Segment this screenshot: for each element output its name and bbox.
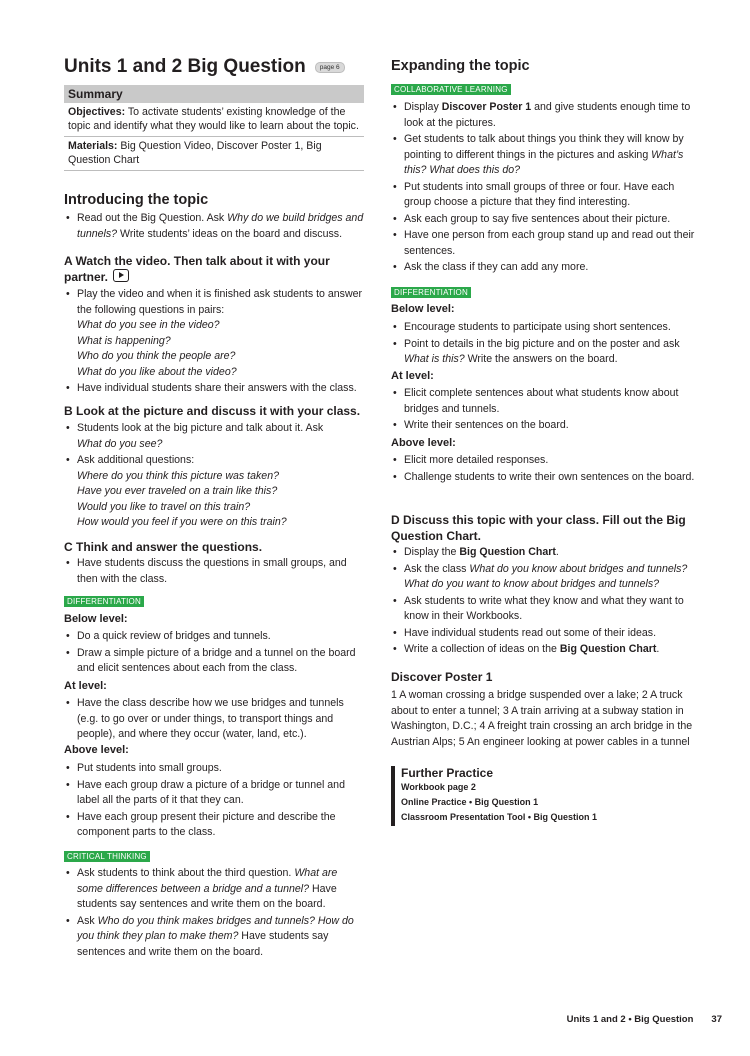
section-a-heading bbox=[64, 253, 364, 285]
list-item: • Have students discuss the questions in small groups, and then with the class. bbox=[64, 556, 364, 587]
list-item: • Have individual students share their answers with the class. bbox=[64, 381, 364, 397]
list-item bbox=[64, 914, 364, 961]
question-text: What is this? bbox=[404, 353, 465, 365]
differentiation-tag: DIFFERENTIATION bbox=[64, 596, 144, 607]
critical-thinking-tag: CRITICAL THINKING bbox=[64, 851, 150, 862]
presentation-tool-link[interactable]: Classroom Presentation Tool • Big Question 1 bbox=[401, 812, 598, 822]
section-a-list bbox=[64, 287, 364, 398]
list-item bbox=[391, 132, 696, 179]
above-level-label-right: Above level: bbox=[391, 437, 456, 449]
question-text: What do you see in the video? bbox=[77, 319, 220, 331]
question-text: What’s this? What does this do? bbox=[404, 148, 684, 176]
text: . bbox=[555, 546, 559, 558]
text: Ask additional questions: bbox=[77, 454, 195, 466]
text: Write students’ ideas on the board and discuss. bbox=[117, 227, 343, 240]
bold-text: Big Question Chart bbox=[559, 643, 657, 655]
introducing-list bbox=[64, 211, 364, 243]
list-item bbox=[391, 562, 696, 593]
list-item: • Encourage students to participate using short sentences. bbox=[391, 320, 696, 336]
list-item: • Ask the class if they can add any more. bbox=[391, 260, 696, 276]
list-item: • Have each group draw a picture of a bridge or tunnel and label all the parts of it that they can. bbox=[64, 778, 364, 809]
question-text: Why do we build bridges and tunnels? bbox=[77, 212, 364, 240]
question-text: Who do you think the people are? bbox=[77, 350, 236, 362]
introducing-heading: Introducing the topic bbox=[64, 192, 209, 208]
list-item bbox=[64, 866, 364, 913]
list-item bbox=[391, 545, 696, 561]
question-text: What is happening? bbox=[77, 334, 171, 347]
text: and give students enough time to look at the pictures. bbox=[404, 101, 691, 129]
text: . bbox=[656, 643, 660, 655]
section-c-heading: C Think and answer the questions. bbox=[64, 540, 263, 554]
list-item: • Have each group present their picture and describe the component parts to the class. bbox=[64, 810, 364, 841]
list-item bbox=[391, 337, 696, 368]
below-level-list bbox=[64, 629, 364, 678]
text: Have students say sentences and write them on the board. bbox=[77, 882, 337, 910]
title-row bbox=[64, 56, 345, 78]
list-item: • Ask each group to say five sentences about their picture. bbox=[391, 212, 696, 228]
at-level-label-right: At level: bbox=[391, 370, 434, 382]
materials-text: Big Question Video, Discover Poster 1, Big Question Chart bbox=[68, 140, 322, 166]
below-level-label: Below level: bbox=[64, 613, 128, 625]
list-item bbox=[64, 287, 364, 380]
poster-description: 1 A woman crossing a bridge suspended over a lake; 2 A truck about to enter a tunnel; 3 A train arriving at a subway station in Washington, D.C.; 4 A freight train crossing an arch bridge in the Austrian Alps; 5 An engineer looking at power cables in a tunnel bbox=[391, 689, 693, 748]
workbook-link[interactable]: Workbook page 2 bbox=[401, 782, 476, 792]
question-text: Have you ever traveled on a train like this? bbox=[77, 485, 278, 497]
further-practice-title: Further Practice bbox=[401, 766, 494, 780]
above-level-label: Above level: bbox=[64, 744, 129, 756]
differentiation-tag-right: DIFFERENTIATION bbox=[391, 287, 471, 298]
objectives-label: Objectives: bbox=[68, 106, 126, 118]
summary-objectives bbox=[64, 103, 364, 137]
bold-text: Big Question Chart bbox=[459, 546, 556, 558]
question-text: What do you know about bridges and tunnels? What do you want to know about bridges and tunnels? bbox=[404, 562, 688, 590]
list-item: • Write their sentences on the board. bbox=[391, 418, 696, 434]
text: Ask bbox=[77, 914, 98, 927]
text: Display bbox=[404, 101, 442, 113]
below-level-label-right: Below level: bbox=[391, 303, 455, 315]
video-play-icon[interactable] bbox=[113, 269, 129, 282]
footer-label: Units 1 and 2 • Big Question bbox=[566, 1014, 694, 1025]
page-number: 37 bbox=[711, 1014, 722, 1025]
text: Ask students to think about the third question. bbox=[77, 867, 295, 879]
list-item: • Have individual students read out some of their ideas. bbox=[391, 626, 696, 642]
materials-label: Materials: bbox=[68, 140, 118, 152]
at-level-list-right bbox=[391, 386, 696, 435]
expanding-heading: Expanding the topic bbox=[391, 58, 530, 74]
text: Ask the class bbox=[404, 562, 470, 575]
list-item bbox=[64, 421, 364, 452]
list-item bbox=[64, 211, 364, 242]
text: Have students say sentences and write them on the board. bbox=[77, 930, 329, 958]
below-level-list-right bbox=[391, 320, 696, 369]
text: Get students to talk about things you think they will know by pointing to different things in the pictures and asking bbox=[404, 133, 684, 161]
list-item bbox=[391, 100, 696, 131]
bold-text: Discover Poster 1 bbox=[441, 101, 532, 113]
section-b-list bbox=[64, 421, 364, 532]
list-item bbox=[64, 453, 364, 531]
section-d-list bbox=[391, 545, 696, 659]
text: Play the video and when it is finished ask students to answer the following questions in pairs: bbox=[77, 288, 363, 316]
question-text: Where do you think this picture was taken? bbox=[77, 469, 279, 482]
collaborative-learning-tag: COLLABORATIVE LEARNING bbox=[391, 84, 511, 95]
list-item: • Have the class describe how we use bridges and tunnels (e.g. to go over or under things, to transport things and people), and where they occur (water, land, etc.). bbox=[64, 696, 364, 743]
section-a-title: A Watch the video. Then talk about it with your partner. bbox=[64, 254, 330, 284]
list-item bbox=[391, 642, 696, 658]
question-text: What do you like about the video? bbox=[77, 365, 237, 378]
poster-heading: Discover Poster 1 bbox=[391, 670, 493, 684]
question-text: Who do you think makes bridges and tunnels? How do you think they plan to make them? bbox=[77, 914, 354, 942]
summary-heading: Summary bbox=[64, 85, 364, 103]
objectives-text: To activate students’ existing knowledge of the topic and identify what they would like to learn about the topic. bbox=[68, 106, 359, 132]
summary-box bbox=[64, 85, 364, 171]
list-item: • Elicit more detailed responses. bbox=[391, 453, 696, 469]
above-level-list-right bbox=[391, 453, 696, 486]
text: Students look at the big picture and talk about it. Ask bbox=[77, 422, 324, 434]
text: Display the bbox=[404, 546, 460, 558]
list-item: • Put students into small groups. bbox=[64, 761, 364, 777]
section-b-heading: B Look at the picture and discuss it with your class. bbox=[64, 404, 361, 418]
list-item: • Elicit complete sentences about what students know about bridges and tunnels. bbox=[391, 386, 696, 417]
list-item: • Challenge students to write their own sentences on the board. bbox=[391, 470, 696, 486]
online-practice-link[interactable]: Online Practice • Big Question 1 bbox=[401, 797, 539, 807]
at-level-list bbox=[64, 696, 364, 744]
list-item: • Have one person from each group stand up and read out their sentences. bbox=[391, 228, 696, 259]
list-item: • Ask students to write what they know and what they want to know in their Workbooks. bbox=[391, 594, 696, 625]
text: Read out the Big Question. Ask bbox=[77, 212, 228, 224]
page-title: Units 1 and 2 Big Question bbox=[64, 56, 306, 77]
question-text: Would you like to travel on this train? bbox=[77, 500, 251, 513]
question-text: How would you feel if you were on this train? bbox=[77, 516, 287, 528]
critical-thinking-list bbox=[64, 866, 364, 961]
list-item: • Draw a simple picture of a bridge and a tunnel on the board and elicit sentences about each from the class. bbox=[64, 646, 364, 677]
text: Write the answers on the board. bbox=[464, 353, 618, 365]
page-reference-tag[interactable]: page 6 bbox=[315, 62, 345, 73]
text: Write a collection of ideas on the bbox=[404, 643, 560, 655]
text: Point to details in the big picture and on the poster and ask bbox=[404, 337, 680, 350]
at-level-label: At level: bbox=[64, 680, 107, 692]
above-level-list bbox=[64, 761, 364, 842]
question-text: What do you see? bbox=[77, 437, 163, 450]
expanding-list bbox=[391, 100, 696, 277]
section-c-list bbox=[64, 556, 364, 588]
question-text: What are some differences between a bridge and a tunnel? bbox=[77, 867, 338, 895]
section-d-heading: D Discuss this topic with your class. Fill out the Big Question Chart. bbox=[391, 513, 686, 543]
list-item: • Put students into small groups of three or four. Have each group choose a picture that they find interesting. bbox=[391, 180, 696, 211]
further-practice-box bbox=[391, 766, 597, 826]
list-item: • Do a quick review of bridges and tunnels. bbox=[64, 629, 364, 645]
footer bbox=[567, 1014, 722, 1025]
summary-materials bbox=[64, 137, 364, 171]
